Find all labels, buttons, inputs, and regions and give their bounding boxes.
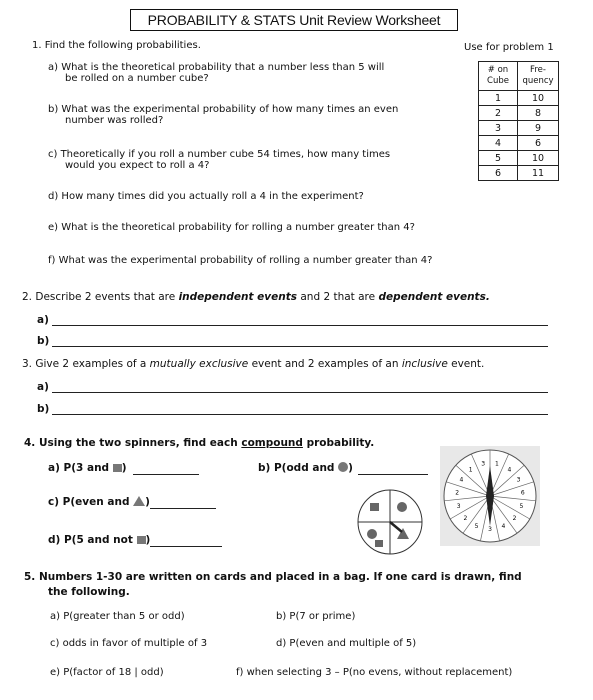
- spinner-number: 4: [501, 523, 506, 531]
- triangle-icon: [133, 496, 145, 506]
- q3-post: event.: [447, 358, 485, 370]
- table-cell-freq: 6: [518, 136, 559, 151]
- spinner-number: 4: [507, 466, 512, 474]
- spinner-number: 5: [474, 523, 479, 531]
- q4d-answer-line[interactable]: [150, 546, 222, 547]
- q1b-line2: number was rolled?: [65, 115, 164, 126]
- spinner-number: 1: [494, 460, 499, 468]
- q5-line1: 5. Numbers 1-30 are written on cards and placed in a bag. If one card is drawn, find: [24, 571, 522, 583]
- q4c-text: c) P(even and: [48, 496, 134, 508]
- q5d: d) P(even and multiple of 5): [276, 638, 417, 649]
- shape-spinner: [345, 488, 435, 558]
- q3-mid: event and 2 examples of an: [248, 358, 402, 370]
- q3-mutually-exclusive: mutually exclusive: [149, 358, 249, 370]
- q4c: [48, 496, 150, 508]
- q3-pre: 3. Give 2 examples of a: [22, 358, 150, 370]
- table-cell-cube: 5: [479, 151, 518, 166]
- q5a: a) P(greater than 5 or odd): [50, 611, 185, 622]
- q4-compound: compound: [241, 437, 303, 449]
- q2b-label: b): [37, 335, 50, 347]
- q1a-line2: be rolled on a number cube?: [65, 73, 209, 84]
- q4a-close: ): [121, 462, 127, 474]
- q4b-text: b) P(odd and: [258, 462, 339, 474]
- q2-independent: independent events: [178, 291, 298, 303]
- spinner-number: 1: [468, 466, 473, 474]
- spinner-number: 2: [455, 489, 460, 497]
- circle-icon: [338, 462, 348, 472]
- spinner-number: 3: [516, 476, 521, 484]
- table-header-frequency: Fre-quency: [518, 62, 559, 91]
- spinner-number: 3: [456, 503, 461, 511]
- q2-prompt: [22, 291, 490, 303]
- table-cell-freq: 10: [518, 151, 559, 166]
- q5-line2: the following.: [48, 586, 130, 598]
- q3a-answer-line[interactable]: [52, 392, 548, 393]
- square-icon: [137, 536, 146, 544]
- q2b-answer-line[interactable]: [52, 346, 548, 347]
- q5e: e) P(factor of 18 | odd): [50, 667, 164, 678]
- frequency-table: [478, 61, 559, 181]
- q5f: f) when selecting 3 – P(no evens, without replacement): [236, 667, 513, 678]
- spinner-number: 3: [488, 526, 492, 533]
- q3-inclusive: inclusive: [401, 358, 448, 370]
- q2-pre: 2. Describe 2 events that are: [22, 291, 179, 303]
- table-cell-cube: 2: [479, 106, 518, 121]
- table-cell-freq: 11: [518, 166, 559, 181]
- q2-dependent: dependent events.: [378, 291, 490, 303]
- spinner-number: 3: [481, 460, 486, 468]
- q1d: d) How many times did you actually roll a 4 in the experiment?: [48, 191, 364, 202]
- table-cell-cube: 1: [479, 91, 518, 106]
- q3a-label: a): [37, 381, 49, 393]
- table-cell-freq: 10: [518, 91, 559, 106]
- number-spinner: [440, 446, 540, 546]
- spinner-number: 2: [463, 515, 468, 523]
- worksheet-title: PROBABILITY & STATS Unit Review Worksheet: [130, 9, 458, 31]
- table-caption: Use for problem 1: [464, 42, 554, 53]
- q4c-close: ): [145, 496, 150, 508]
- square-icon: [375, 540, 383, 547]
- q3-prompt: [22, 358, 484, 370]
- q2-mid: and 2 that are: [297, 291, 379, 303]
- q1f: f) What was the experimental probability of rolling a number greater than 4?: [48, 255, 433, 266]
- q4d-close: ): [145, 534, 151, 546]
- q4a-text: a) P(3 and: [48, 462, 113, 474]
- spinner-number: 2: [512, 515, 517, 523]
- spinner-number: 4: [459, 476, 464, 484]
- q4b-close: ): [348, 462, 353, 474]
- table-cell-cube: 3: [479, 121, 518, 136]
- table-cell-freq: 8: [518, 106, 559, 121]
- q4-post: probability.: [302, 437, 375, 449]
- q5c: c) odds in favor of multiple of 3: [50, 638, 208, 649]
- q5b: b) P(7 or prime): [276, 611, 356, 622]
- spinner-number: 5: [519, 503, 524, 511]
- spinner-number: 6: [520, 489, 525, 497]
- q4c-answer-line[interactable]: [150, 508, 216, 509]
- q4b-answer-line[interactable]: [358, 474, 428, 475]
- square-icon: [113, 464, 122, 472]
- q4-pre: 4. Using the two spinners, find each: [24, 437, 242, 449]
- table-cell-freq: 9: [518, 121, 559, 136]
- q1a-line1: a) What is the theoretical probability that a number less than 5 will: [48, 62, 385, 73]
- table-cell-cube: 4: [479, 136, 518, 151]
- q2a-label: a): [37, 314, 49, 326]
- q4-prompt: [24, 437, 374, 449]
- q3b-answer-line[interactable]: [52, 414, 548, 415]
- table-cell-cube: 6: [479, 166, 518, 181]
- q1c-line2: would you expect to roll a 4?: [65, 160, 210, 171]
- q1b-line1: b) What was the experimental probability of how many times an even: [48, 104, 399, 115]
- q1c-line1: c) Theoretically if you roll a number cube 54 times, how many times: [48, 149, 391, 160]
- q4d-text: d) P(5 and not: [48, 534, 137, 546]
- square-icon: [370, 503, 379, 511]
- circle-icon: [397, 502, 407, 512]
- q1-prompt: 1. Find the following probabilities.: [32, 40, 201, 51]
- q1e: e) What is the theoretical probability for rolling a number greater than 4?: [48, 222, 415, 233]
- q4d: [48, 534, 150, 546]
- table-header-cube: # on Cube: [479, 62, 518, 91]
- circle-icon: [367, 529, 377, 539]
- q2a-answer-line[interactable]: [52, 325, 548, 326]
- q4a: [48, 462, 127, 474]
- q3b-label: b): [37, 403, 50, 415]
- q4a-answer-line[interactable]: [133, 474, 199, 475]
- q4b: [258, 462, 353, 474]
